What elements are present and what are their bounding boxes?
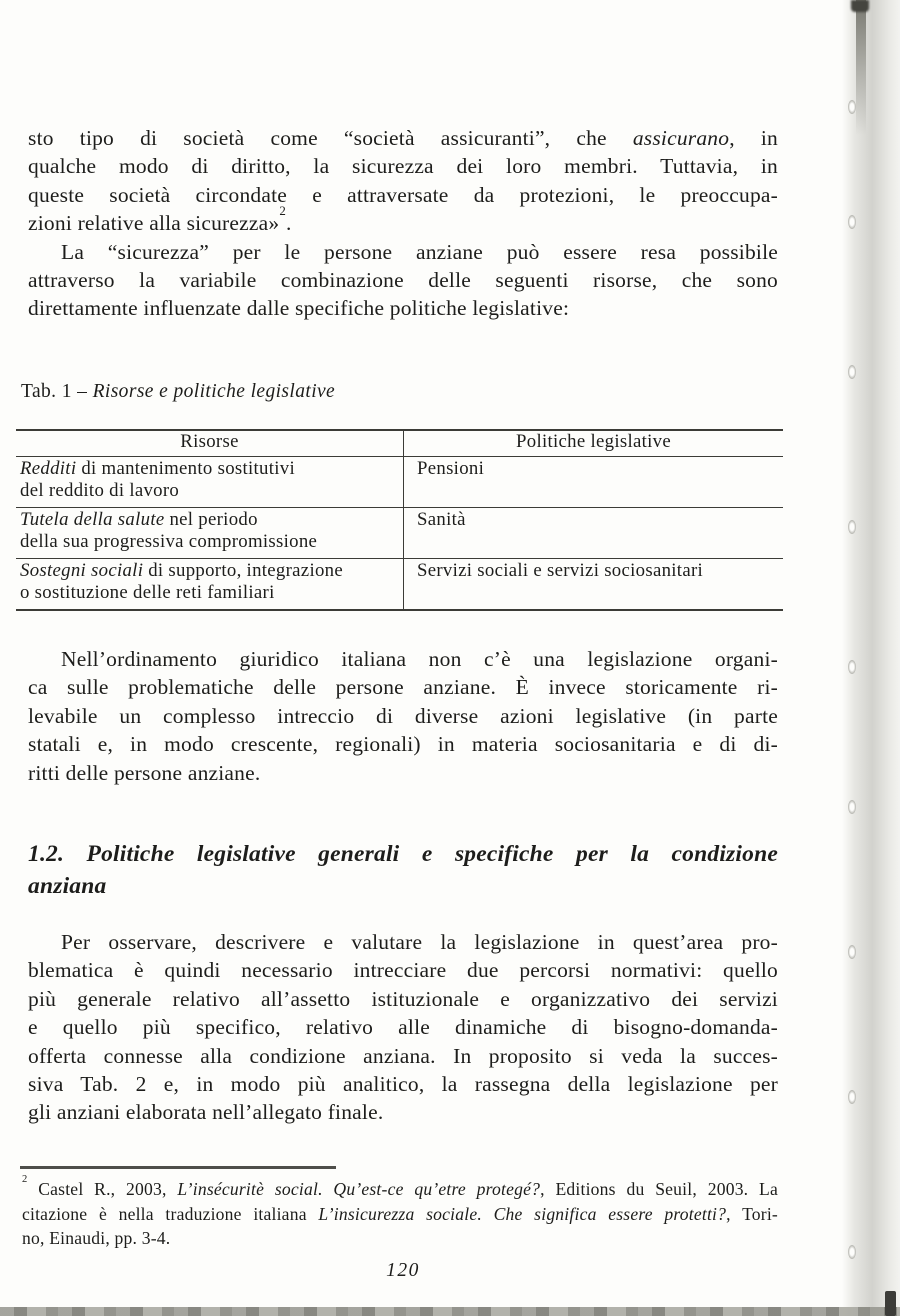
table-caption: Tab. 1 – Risorse e politiche legislative	[21, 381, 336, 402]
page-edge-bump	[848, 800, 856, 814]
page-edge-bump	[848, 100, 856, 114]
scan-bottom-right-mark	[885, 1291, 896, 1316]
table-row	[16, 457, 783, 508]
page-edge-bump	[848, 1245, 856, 1259]
table-cell-policy-3: Servizi sociali e servizi sociosanitari	[417, 559, 704, 581]
scan-right-edge-dark-line	[856, 0, 866, 135]
intro-paragraphs	[28, 124, 778, 323]
page-edge-bump	[848, 365, 856, 379]
footnote-2: $^2$ Castel R., 2003, L’insécuritè social. Qu’est-ce qu’etre protegé?, Editions du Seuil, 2003. La citazione è nella traduzione italiana L’insicurezza sociale. Che significa essere protetti?, Tori- no, Einaudi, pp. 3-4.	[22, 1174, 778, 1249]
paragraph-2: La “sicurezza” per le persone anziane può essere resa possibile attraverso la variabile combinazione delle seguenti risorse, che sono direttamente influenzate dalle specifiche politiche legislative:	[28, 239, 778, 321]
page-number: 120	[386, 1260, 420, 1281]
table-cell-policy-1: Pensioni	[417, 457, 485, 479]
page-edge-bump	[848, 660, 856, 674]
table-cell-policy-2: Sanità	[417, 508, 466, 530]
paragraph-3: Nell’ordinamento giuridico italiana non c’è una legislazione organi- ca sulle problematiche delle persone anziane. È invece storicamente ri- levabile un complesso intreccio di diverse azioni legislative (in parte statali e, in modo crescente, regionali) in materia sociosanitaria e di di- ritti delle persone anziane.	[28, 647, 778, 785]
table-cell-resource-1: Redditi di mantenimento sostitutivi del reddito di lavoro	[16, 457, 404, 507]
table-row	[16, 559, 783, 609]
page-edge-bump	[848, 1090, 856, 1104]
paragraph-1: sto tipo di società come “società assicuranti”, che assicurano, in qualche modo di diritto, la sicurezza dei loro membri. Tuttavia, in queste società circondate e attraversate da protezioni, le preoccupa- zioni relative alla sicurezza»$^2$.	[28, 126, 778, 236]
table-row	[16, 508, 783, 559]
scan-bottom-pages-edge	[0, 1307, 900, 1316]
resources-policies-table	[16, 429, 783, 611]
table-header-risorse: Risorse	[16, 431, 404, 456]
table-header-politiche: Politiche legislative	[516, 431, 671, 452]
table-cell-resource-2: Tutela della salute nel periodo della sua progressiva compromissione	[16, 508, 404, 558]
table-cell-resource-3: Sostegni sociali di supporto, integrazione o sostituzione delle reti familiari	[16, 559, 404, 609]
footnote-separator-rule	[20, 1166, 336, 1169]
paragraph-4: Per osservare, descrivere e valutare la legislazione in quest’area pro- blematica è quindi necessario intrecciare due percorsi normativi: quello più generale relativo all’assetto istituzionale e organizzativo dei servizi e quello più specifico, relativo alle dinamiche di bisogno-domanda- offerta connesse alla condizione anziana. In proposito si veda la succes- siva Tab. 2 e, in modo più analitico, la rassegna della legislazione per gli anziani elaborata nell’allegato finale.	[28, 930, 778, 1125]
page-edge-bump	[848, 215, 856, 229]
section-heading: 1.2. Politiche legislative generali e specifiche per la condizione anziana	[28, 841, 778, 899]
table-header-row	[16, 431, 783, 457]
scan-top-right-mark	[851, 0, 869, 12]
scan-right-edge-shadow	[842, 0, 900, 1316]
page-edge-bump	[848, 945, 856, 959]
page-edge-bump	[848, 520, 856, 534]
